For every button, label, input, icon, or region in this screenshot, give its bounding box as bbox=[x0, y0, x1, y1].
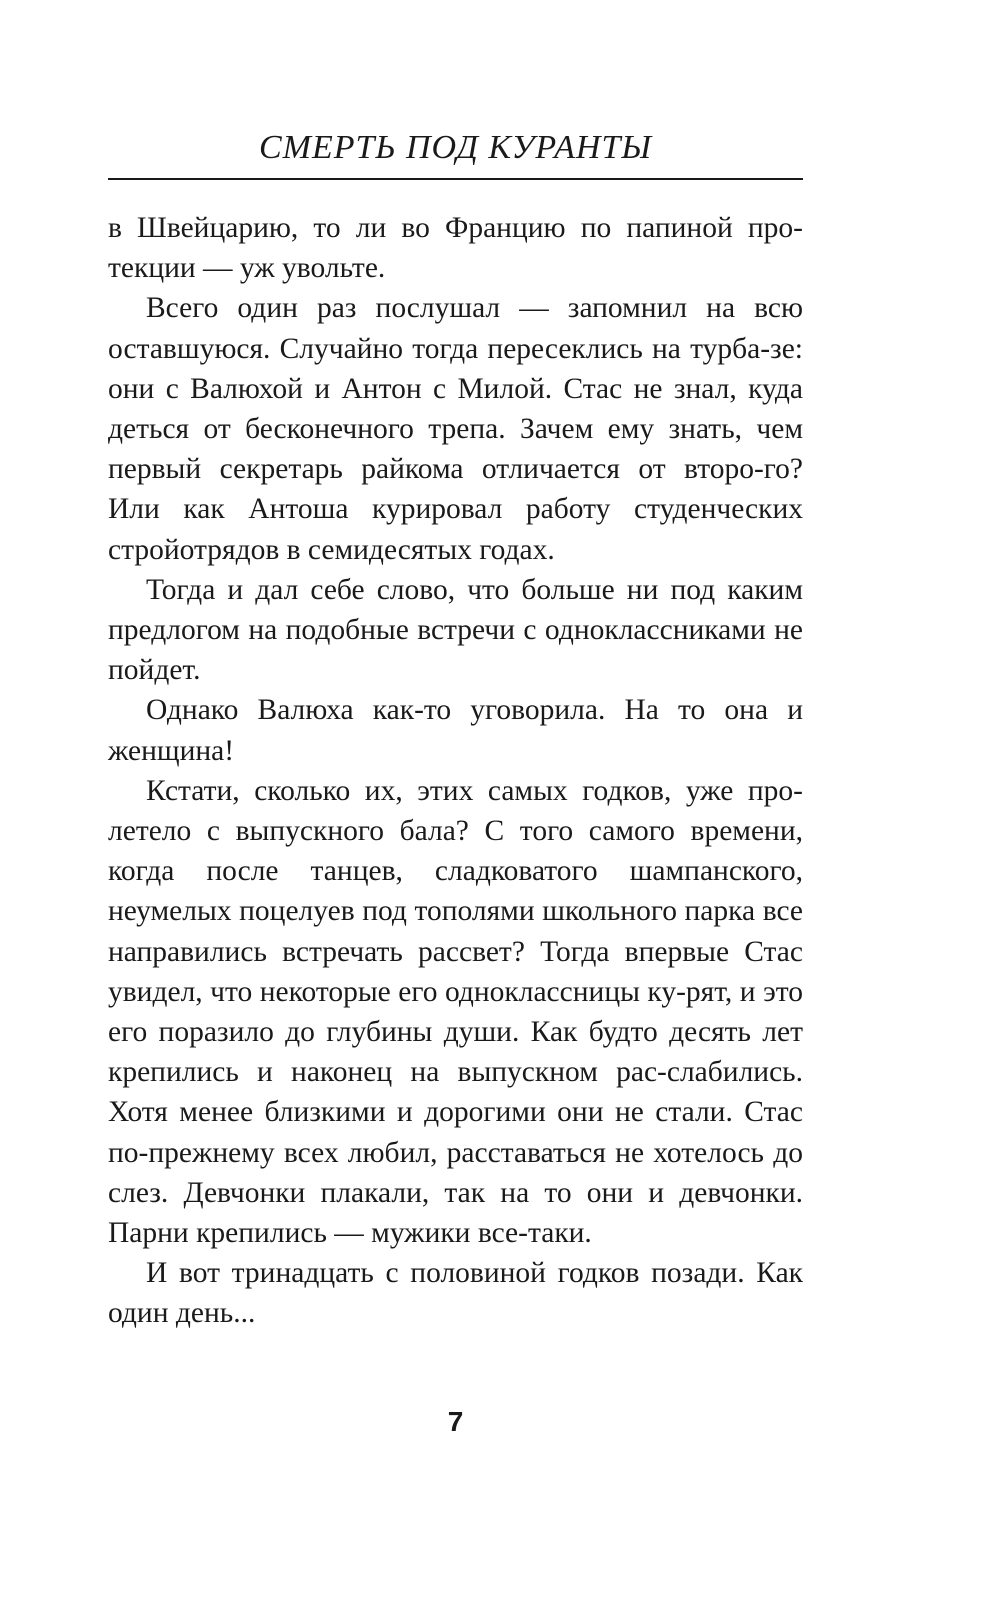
body-text bbox=[108, 208, 803, 1334]
paragraph-4: Однако Валюха как-то уговорила. На то она и женщина! bbox=[108, 694, 803, 767]
running-head-title: СМЕРТЬ ПОД КУРАНТЫ bbox=[258, 129, 653, 166]
page-number: 7 bbox=[447, 1406, 464, 1437]
paragraph-1: в Швейцарию, то ли во Францию по папиной про-текции — уж увольте. bbox=[108, 212, 803, 285]
paragraph-2: Всего один раз послушал — запомнил на всю оставшуюся. Случайно тогда пересеклись на турба-зе: они с Валюхой и Антон с Милой. Стас не знал, куда деться от бесконечного трепа. Зачем ему знать, чем первый секретарь райкома отличается от второ-го? Или как Антоша курировал работу студенческих стройотрядов в семидесятых годах. bbox=[108, 292, 803, 566]
paragraph-5: Кстати, сколько их, этих самых годков, уже про-летело с выпускного бала? С того самого времени, когда после танцев, сладковатого шампанского, неумелых поцелуев под тополями школьного парка все направились встречать рассвет? Тогда впервые Стас увидел, что некоторые его одноклассницы ку-рят, и это его поразило до глубины души. Как будто десять лет крепились и наконец на выпускном рас-слабились. Хотя менее близкими и дорогими они не стали. Стас по-прежнему всех любил, расставаться не хотелось до слез. Девчонки плакали, так на то они и девчонки. Парни крепились — мужики все-таки. bbox=[108, 774, 803, 1250]
paragraph-3: Тогда и дал себе слово, что больше ни под каким предлогом на подобные встречи с одноклассниками не пойдет. bbox=[108, 573, 803, 687]
header-divider bbox=[108, 178, 803, 180]
paragraph-6: И вот тринадцать с половиной годков позади. Как один день... bbox=[108, 1257, 803, 1330]
